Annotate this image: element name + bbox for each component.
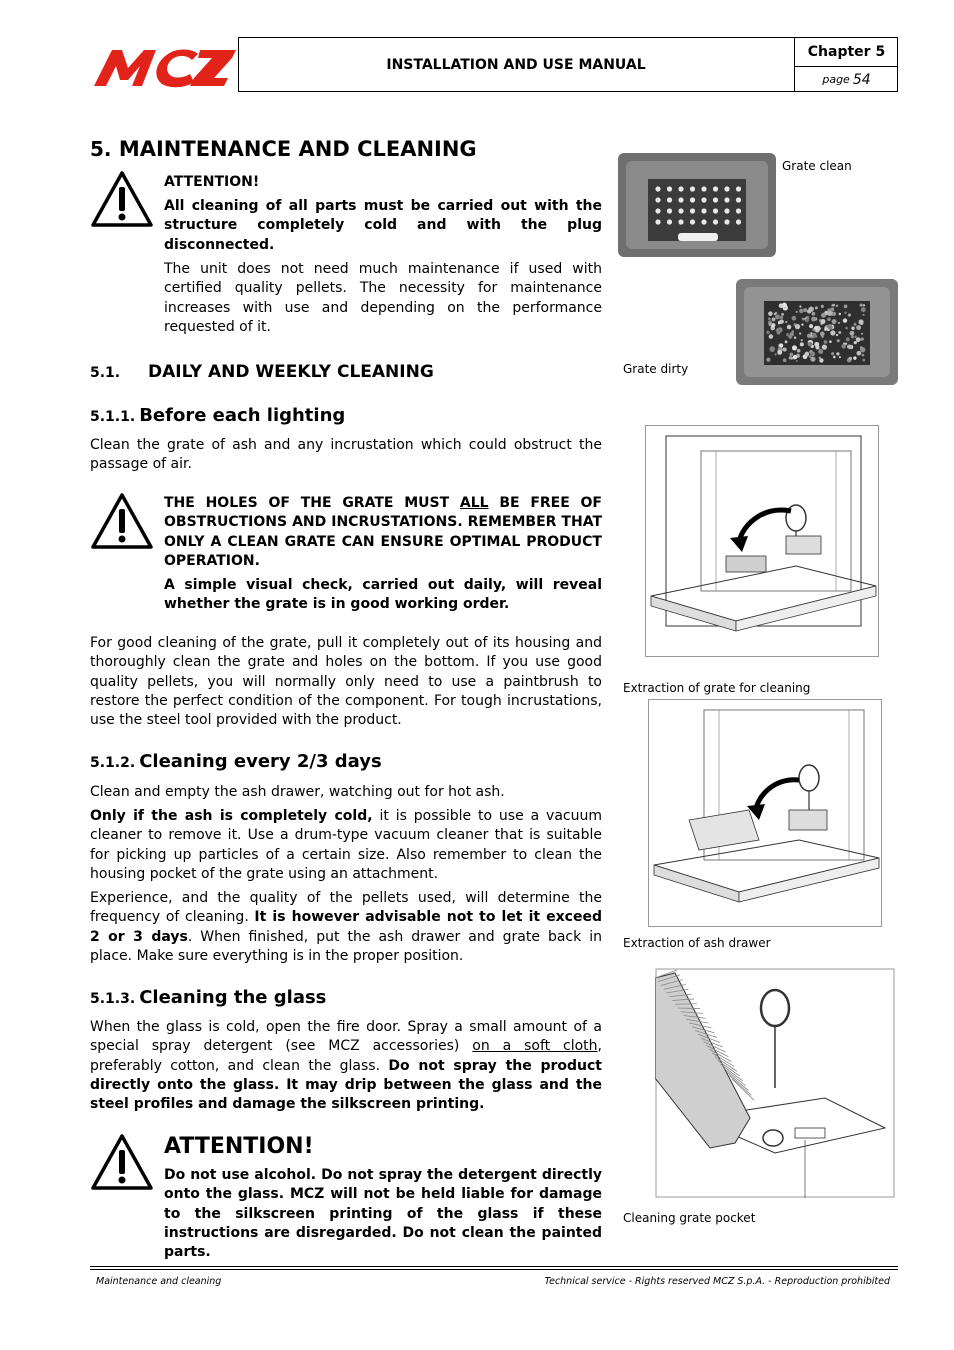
- grate-clean-photo: [618, 153, 776, 257]
- page-indicator: [795, 67, 898, 92]
- heading-glass: 5.1.3. Cleaning the glass: [90, 987, 327, 1008]
- footer-section: Maintenance and cleaning: [96, 1276, 222, 1287]
- extraction-grate-drawing: [645, 425, 879, 657]
- caption-extraction-grate: Extraction of grate for cleaning: [623, 681, 811, 695]
- subsection-heading: [90, 362, 434, 382]
- footer-rule: [90, 1266, 898, 1267]
- visual-check-note: A simple visual check, carried out daily, will reveal whether the grate is in good working order.: [164, 577, 602, 613]
- heading-before-lighting: 5.1.1. Before each lighting: [90, 405, 346, 426]
- warning-icon: [90, 1133, 154, 1191]
- page-number: 54: [852, 71, 871, 88]
- glass-cleaning-text: When the glass is cold, open the fire door. Spray a small amount of a special spray detergent (see MCZ accessories) on a soft cloth, preferably cotton, and clean the glass. Do not spray the product directly onto the glass. It may drip between the glass and the steel profiles and damage the silkscreen printing.: [90, 1019, 602, 1113]
- glass-attention-text: Do not use alcohol. Do not spray the detergent directly onto the glass. MCZ will not be held liable for damage to the silkscreen printing of the glass if these instructions are disregarded. Do not clean the painted parts.: [164, 1167, 602, 1261]
- subsection-title: DAILY AND WEEKLY CLEANING: [148, 362, 434, 382]
- attention-text: All cleaning of all parts must be carried out with the structure completely cold and with the plug disconnected.: [164, 198, 602, 253]
- grate-warning: THE HOLES OF THE GRATE MUST ALL BE FREE OF OBSTRUCTIONS AND INCRUSTATIONS. REMEMBER THAT ONLY A CLEAN GRATE CAN ENSURE OPTIMAL PRODUCT OPERATION.: [164, 495, 603, 569]
- section-number: 5.: [90, 137, 112, 161]
- before-lighting-text: Clean the grate of ash and any incrustation which could obstruct the passage of air.: [90, 437, 602, 473]
- grate-cleaning-body: For good cleaning of the grate, pull it completely out of its housing and thoroughly clean the grate and holes on the bottom. If you use good quality pellets, you will normally only need to use a paintbrush to restore the perfect condition of the component. For tough incrustations, use the steel tool provided with the product.: [90, 635, 602, 729]
- subsection-number: 5.1.: [90, 365, 121, 381]
- warning-icon: [90, 492, 154, 550]
- frequency-text: Experience, and the quality of the pellets used, will determine the frequency of cleaning. It is however advisable not to let it exceed 2 or 3 days. When finished, put the ash drawer and grate back in place. Make sure everything is in the proper position.: [90, 890, 602, 964]
- warning-icon: [90, 170, 154, 228]
- footer-rule: [90, 1269, 898, 1270]
- heading-every-days: 5.1.2. Cleaning every 2/3 days: [90, 751, 382, 772]
- page-label: page: [822, 73, 850, 86]
- attention-big-label: ATTENTION!: [164, 1134, 314, 1159]
- caption-grate-clean: Grate clean: [782, 159, 852, 173]
- extraction-ash-drawing: [648, 699, 882, 927]
- section-title: MAINTENANCE AND CLEANING: [118, 137, 477, 161]
- vacuum-text: Only if the ash is completely cold, it is possible to use a vacuum cleaner to remove it. Use a drum-type vacuum cleaner that is suitable for picking up particles of a certain size. Also remember to clean the housing pocket of the grate using an attachment.: [90, 808, 602, 882]
- cleaning-pocket-drawing: [655, 968, 895, 1200]
- ash-drawer-text: Clean and empty the ash drawer, watching out for hot ash.: [90, 784, 505, 800]
- footer-rights: Technical service - Rights reserved MCZ S.p.A. - Reproduction prohibited: [544, 1276, 890, 1287]
- caption-extraction-ash: Extraction of ash drawer: [623, 936, 771, 950]
- section-heading: [90, 137, 477, 161]
- manual-title: INSTALLATION AND USE MANUAL: [386, 56, 646, 73]
- caption-grate-dirty: Grate dirty: [623, 362, 689, 376]
- caption-cleaning-pocket: Cleaning grate pocket: [623, 1211, 756, 1225]
- attention-label: ATTENTION!: [164, 174, 260, 190]
- chapter-label: Chapter 5: [795, 38, 898, 67]
- maintenance-intro: The unit does not need much maintenance if used with certified quality pellets. The necessity for maintenance increases with use and depending on the performance requested of it.: [164, 261, 602, 335]
- mcz-logo: [90, 44, 236, 88]
- grate-dirty-photo: [736, 279, 898, 385]
